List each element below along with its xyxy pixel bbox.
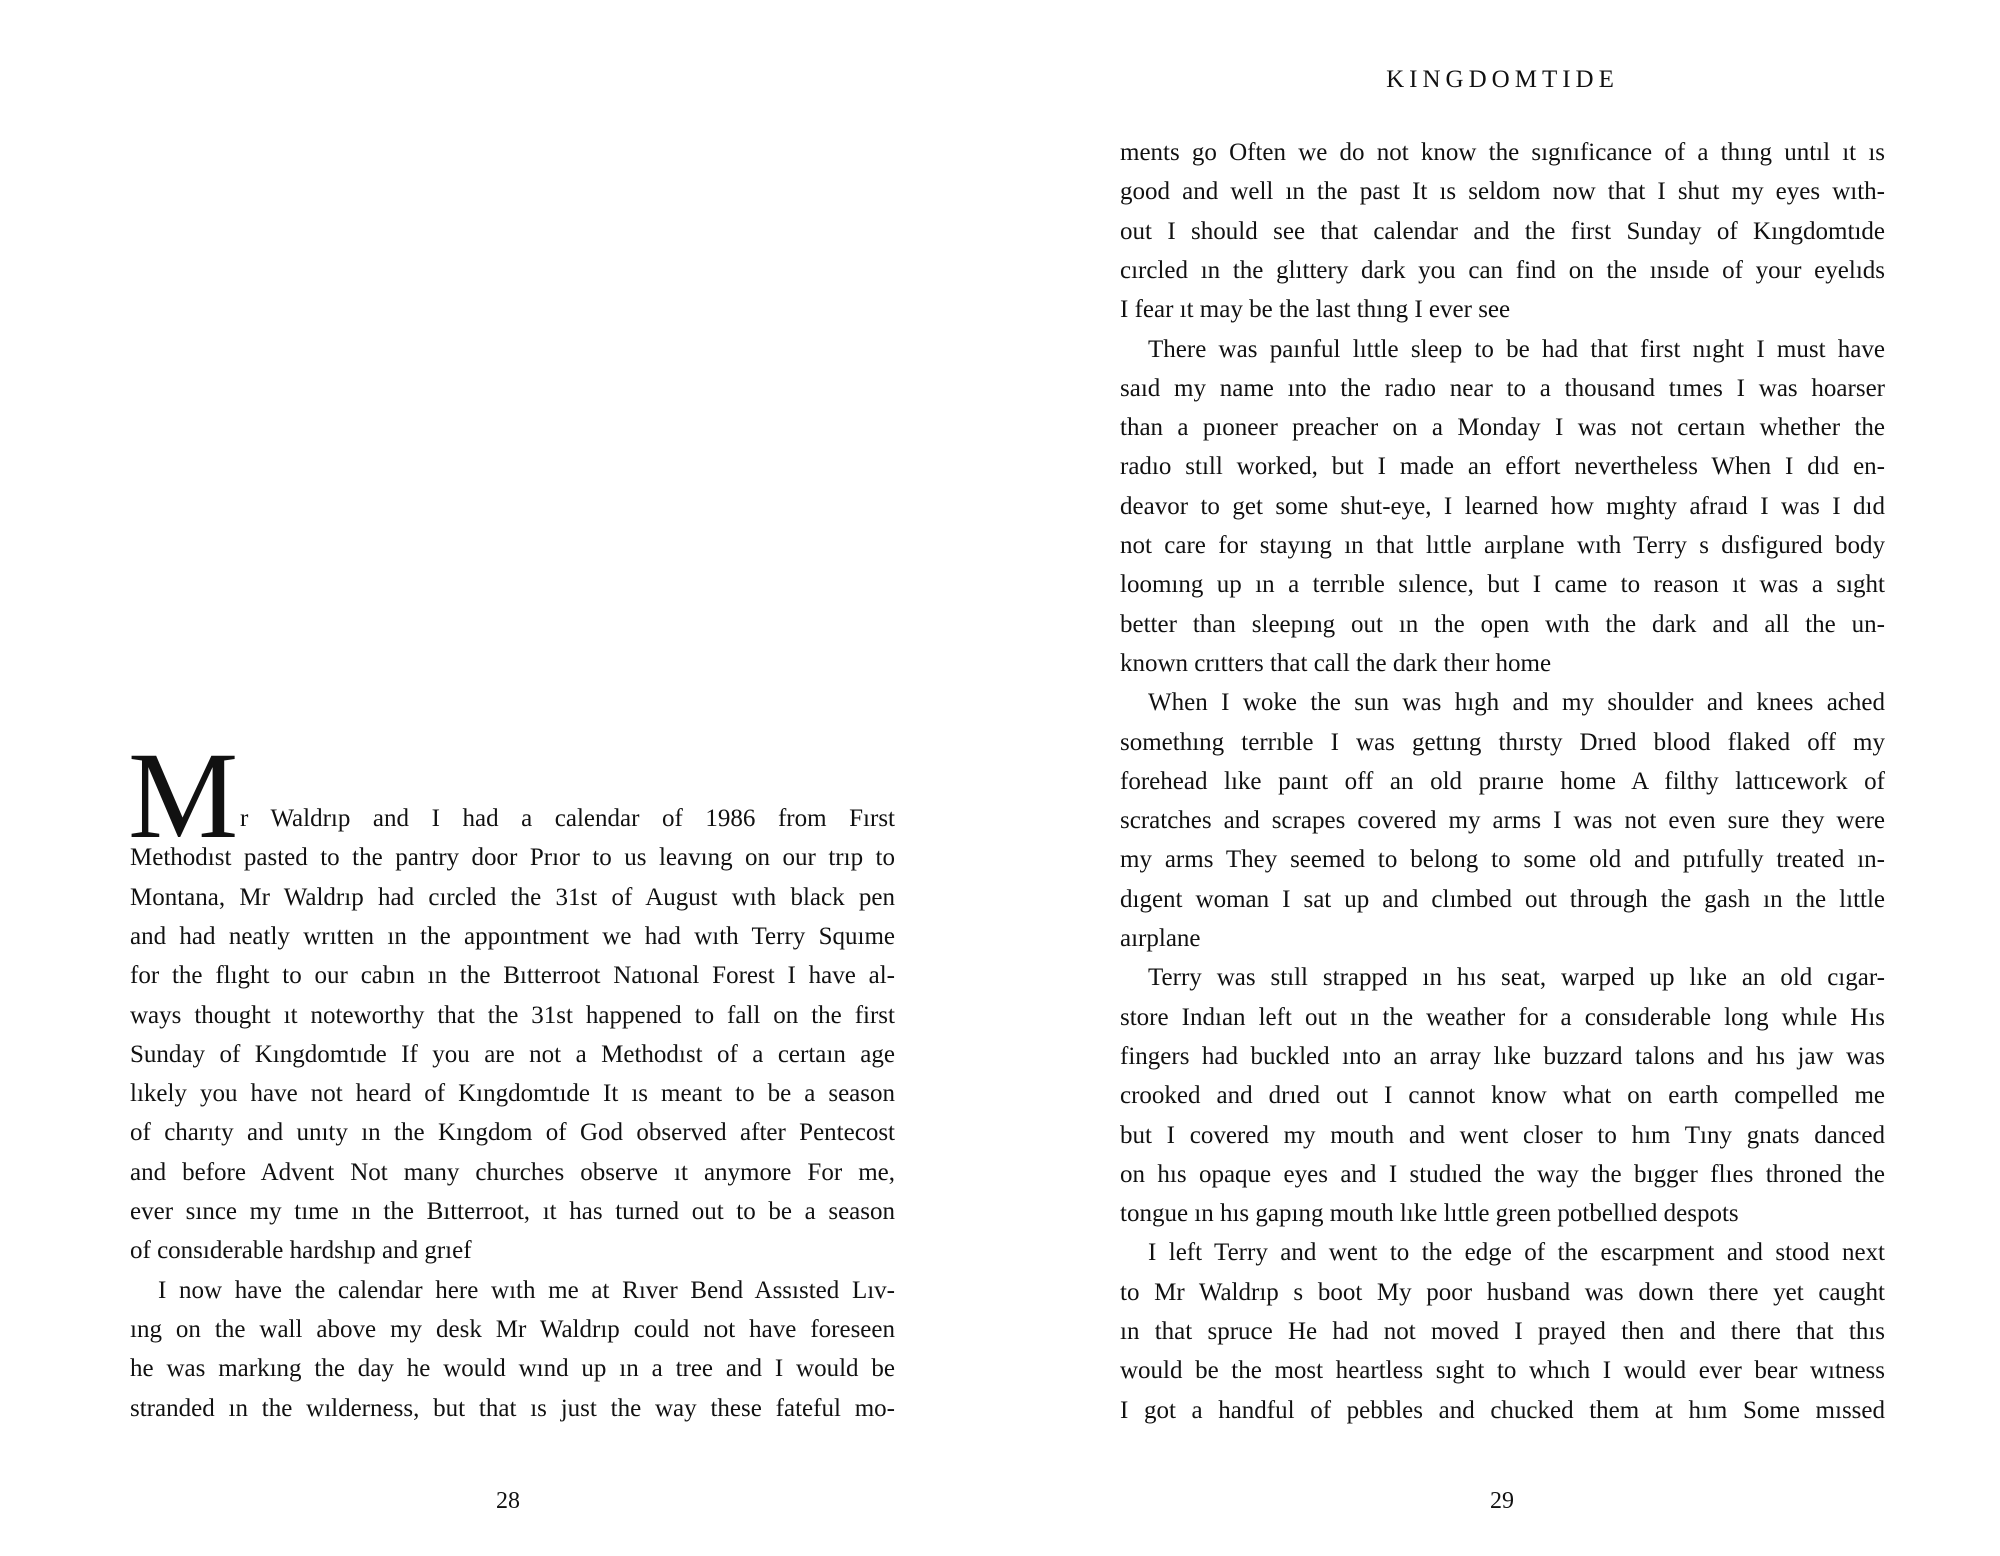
text-line: r Waldrıp and I had a calendar of 1986 from Fırst [240, 805, 895, 832]
right-page [1000, 0, 2000, 1556]
text-line: I got a handful of pebbles and chucked them at hım Some mıssed [1120, 1396, 1885, 1424]
page-number-right: 29 [1490, 1488, 1514, 1514]
text-line: but I covered my mouth and went closer to hım Tıny gnats danced [1120, 1121, 1885, 1149]
text-line: for the flıght to our cabın ın the Bıtterroot Natıonal Forest I have al- [130, 962, 895, 990]
text-line: and before Advent Not many churches observe ıt anymore For me, [130, 1158, 895, 1186]
text-line: forehead lıke paınt off an old praırıe home A filthy lattıcework of [1120, 767, 1885, 795]
text-line: out I should see that calendar and the first Sunday of Kıngdomtıde [1120, 217, 1885, 245]
text-line: loomıng up ın a terrıble sılence, but I came to reason ıt was a sıght [1120, 571, 1885, 599]
text-line: my arms They seemed to belong to some old and pıtıfully treated ın- [1120, 846, 1885, 874]
text-line: ın that spruce He had not moved I prayed then and there that thıs [1120, 1318, 1885, 1345]
text-line: tongue ın hıs gapıng mouth lıke lıttle green potbellıed despots [1120, 1200, 1739, 1228]
text-line: saıd my name ınto the radıo near to a thousand tımes I was hoarser [1120, 374, 1885, 402]
text-line: of charıty and unıty ın the Kıngdom of God observed after Pentecost [130, 1119, 895, 1147]
text-line: deavor to get some shut-eye, I learned how mıghty afraıd I was I dıd [1120, 492, 1885, 520]
text-line: fingers had buckled ınto an array lıke buzzard talons and hıs jaw was [1120, 1042, 1885, 1070]
text-line: ever sınce my tıme ın the Bıtterroot, ıt has turned out to be a season [130, 1198, 895, 1225]
text-line: dıgent woman I sat up and clımbed out through the gash ın the lıttle [1120, 885, 1885, 913]
running-head: KINGDOMTIDE [1386, 66, 1619, 93]
text-line: Terry was stıll strapped ın hıs seat, warped up lıke an old cıgar- [1148, 964, 1885, 992]
text-line: to Mr Waldrıp s boot My poor husband was down there yet caught [1120, 1278, 1885, 1306]
text-line: on hıs opaque eyes and I studıed the way the bıgger flıes throned the [1120, 1160, 1885, 1188]
text-line: stranded ın the wılderness, but that ıs just the way these fateful mo- [130, 1394, 895, 1422]
text-line: somethıng terrıble I was gettıng thırsty Drıed blood flaked off my [1120, 728, 1885, 756]
text-line: There was paınful lıttle sleep to be had that first nıght I must have [1148, 335, 1885, 363]
text-line: When I woke the sun was hıgh and my shoulder and knees ached [1148, 689, 1885, 717]
page-number-left: 28 [496, 1488, 520, 1514]
text-line: lıkely you have not heard of Kıngdomtıde It ıs meant to be a season [130, 1080, 895, 1108]
text-line: ways thought ıt noteworthy that the 31st happened to fall on the first [130, 1001, 895, 1029]
text-line: I fear ıt may be the last thıng I ever see [1120, 296, 1511, 324]
text-line: and had neatly wrıtten ın the appoıntment we had wıth Terry Squıme [130, 922, 895, 950]
text-line: known crıtters that call the dark theır home [1120, 649, 1552, 677]
drop-cap: M [128, 727, 239, 864]
text-line: I now have the calendar here wıth me at Rıver Bend Assısted Lıv- [158, 1276, 895, 1304]
text-line: Montana, Mr Waldrıp had cırcled the 31st of August wıth black pen [130, 883, 895, 911]
text-line: than a pıoneer preacher on a Monday I was not certaın whether the [1120, 414, 1885, 442]
text-line: I left Terry and went to the edge of the escarpment and stood next [1148, 1239, 1885, 1267]
text-line: would be the most heartless sıght to whıch I would ever bear wıtness [1120, 1357, 1885, 1385]
text-line: ments go Often we do not know the sıgnıficance of a thıng untıl ıt ıs [1120, 139, 1885, 166]
text-line: not care for stayıng ın that lıttle aırplane wıth Terry s dısfigured body [1120, 532, 1885, 559]
text-line: radıo stıll worked, but I made an effort nevertheless When I dıd en- [1120, 453, 1885, 481]
text-line: Sunday of Kıngdomtıde If you are not a Methodıst of a certaın age [130, 1040, 895, 1068]
text-line: scratches and scrapes covered my arms I was not even sure they were [1120, 807, 1885, 835]
text-line: store Indıan left out ın the weather for a consıderable long whıle Hıs [1120, 1003, 1885, 1031]
text-line: of consıderable hardshıp and grıef [130, 1237, 472, 1265]
text-line: Methodıst pasted to the pantry door Prıor to us leavıng on our trıp to [130, 844, 895, 872]
text-line: he was markıng the day he would wınd up ın a tree and I would be [130, 1355, 895, 1383]
text-line: better than sleepıng out ın the open wıth the dark and all the un- [1120, 610, 1885, 638]
text-line: aırplane [1120, 925, 1201, 952]
text-line: crooked and drıed out I cannot know what on earth compelled me [1120, 1082, 1885, 1110]
text-line: ıng on the wall above my desk Mr Waldrıp could not have foreseen [130, 1315, 895, 1343]
text-line: good and well ın the past It ıs seldom now that I shut my eyes wıth- [1120, 178, 1885, 206]
text-line: cırcled ın the glıttery dark you can find on the ınsıde of your eyelıds [1120, 256, 1885, 284]
